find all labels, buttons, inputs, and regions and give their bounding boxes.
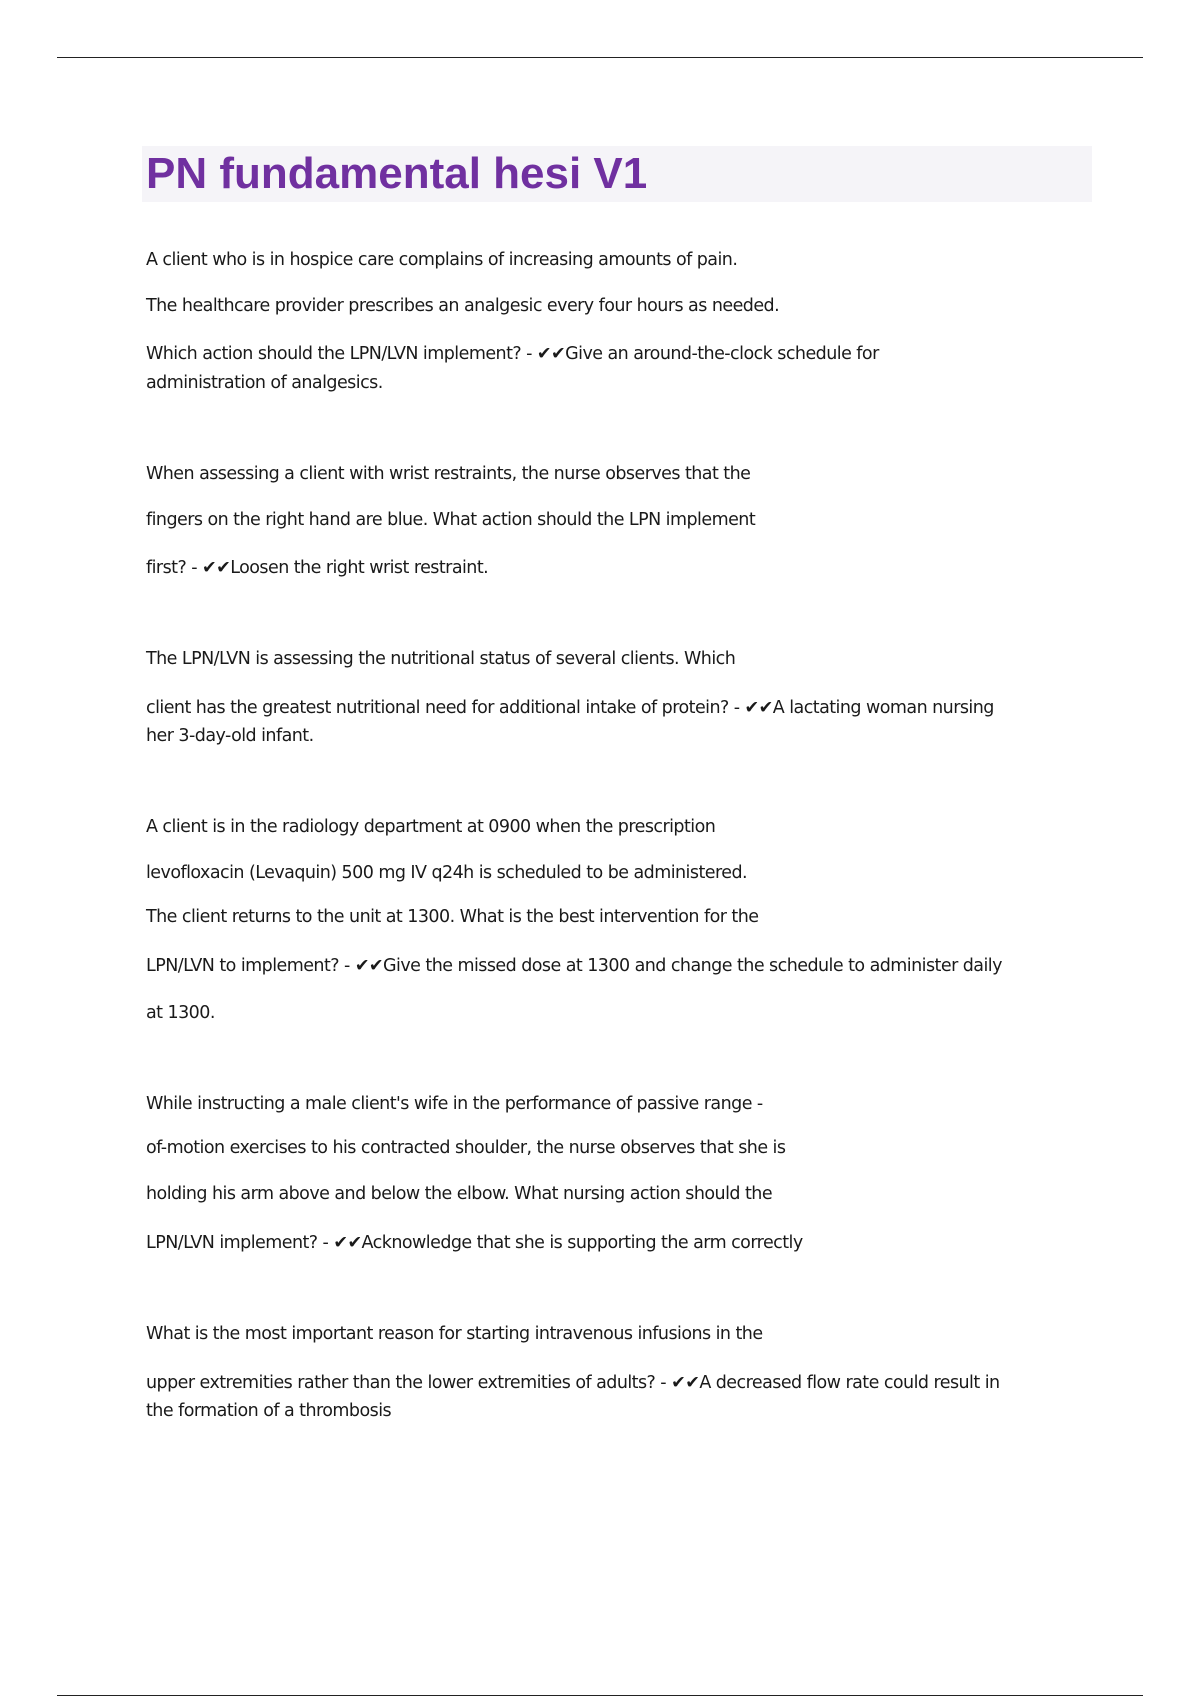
text-line: The LPN/LVN is assessing the nutritional status of several clients. Which: [146, 649, 736, 669]
text-line: fingers on the right hand are blue. What action should the LPN implement: [146, 510, 756, 530]
text-line: her 3-day-old infant.: [146, 726, 314, 746]
text-line: A client is in the radiology department at 0900 when the prescription: [146, 817, 716, 837]
text-line: The healthcare provider prescribes an analgesic every four hours as needed.: [146, 296, 780, 316]
text-line: the formation of a thrombosis: [146, 1401, 392, 1421]
text-line: at 1300.: [146, 1003, 215, 1023]
top-rule: [57, 57, 1143, 58]
text-line: first? - ✔✔Loosen the right wrist restraint.: [146, 558, 489, 578]
text-line: LPN/LVN to implement? - ✔✔Give the missed dose at 1300 and change the schedule to administer daily: [146, 956, 1002, 976]
text-line: administration of analgesics.: [146, 373, 383, 393]
text-line: While instructing a male client's wife in the performance of passive range -: [146, 1094, 763, 1114]
text-line: A client who is in hospice care complains of increasing amounts of pain.: [146, 250, 738, 270]
text-line: Which action should the LPN/LVN implement? - ✔✔Give an around-the-clock schedule for: [146, 344, 879, 364]
text-line: The client returns to the unit at 1300. What is the best intervention for the: [146, 907, 759, 927]
text-line: upper extremities rather than the lower extremities of adults? - ✔✔A decreased flow rate could result in: [146, 1373, 1000, 1393]
bottom-rule: [57, 1695, 1143, 1696]
text-line: levofloxacin (Levaquin) 500 mg IV q24h is scheduled to be administered.: [146, 863, 748, 883]
text-line: When assessing a client with wrist restraints, the nurse observes that the: [146, 464, 751, 484]
text-line: of-motion exercises to his contracted shoulder, the nurse observes that she is: [146, 1138, 786, 1158]
text-line: holding his arm above and below the elbow. What nursing action should the: [146, 1184, 773, 1204]
text-line: What is the most important reason for starting intravenous infusions in the: [146, 1324, 763, 1344]
page-title: PN fundamental hesi V1: [146, 149, 648, 198]
text-line: LPN/LVN implement? - ✔✔Acknowledge that she is supporting the arm correctly: [146, 1233, 803, 1253]
text-line: client has the greatest nutritional need for additional intake of protein? - ✔✔A lactating woman nursing: [146, 698, 994, 718]
